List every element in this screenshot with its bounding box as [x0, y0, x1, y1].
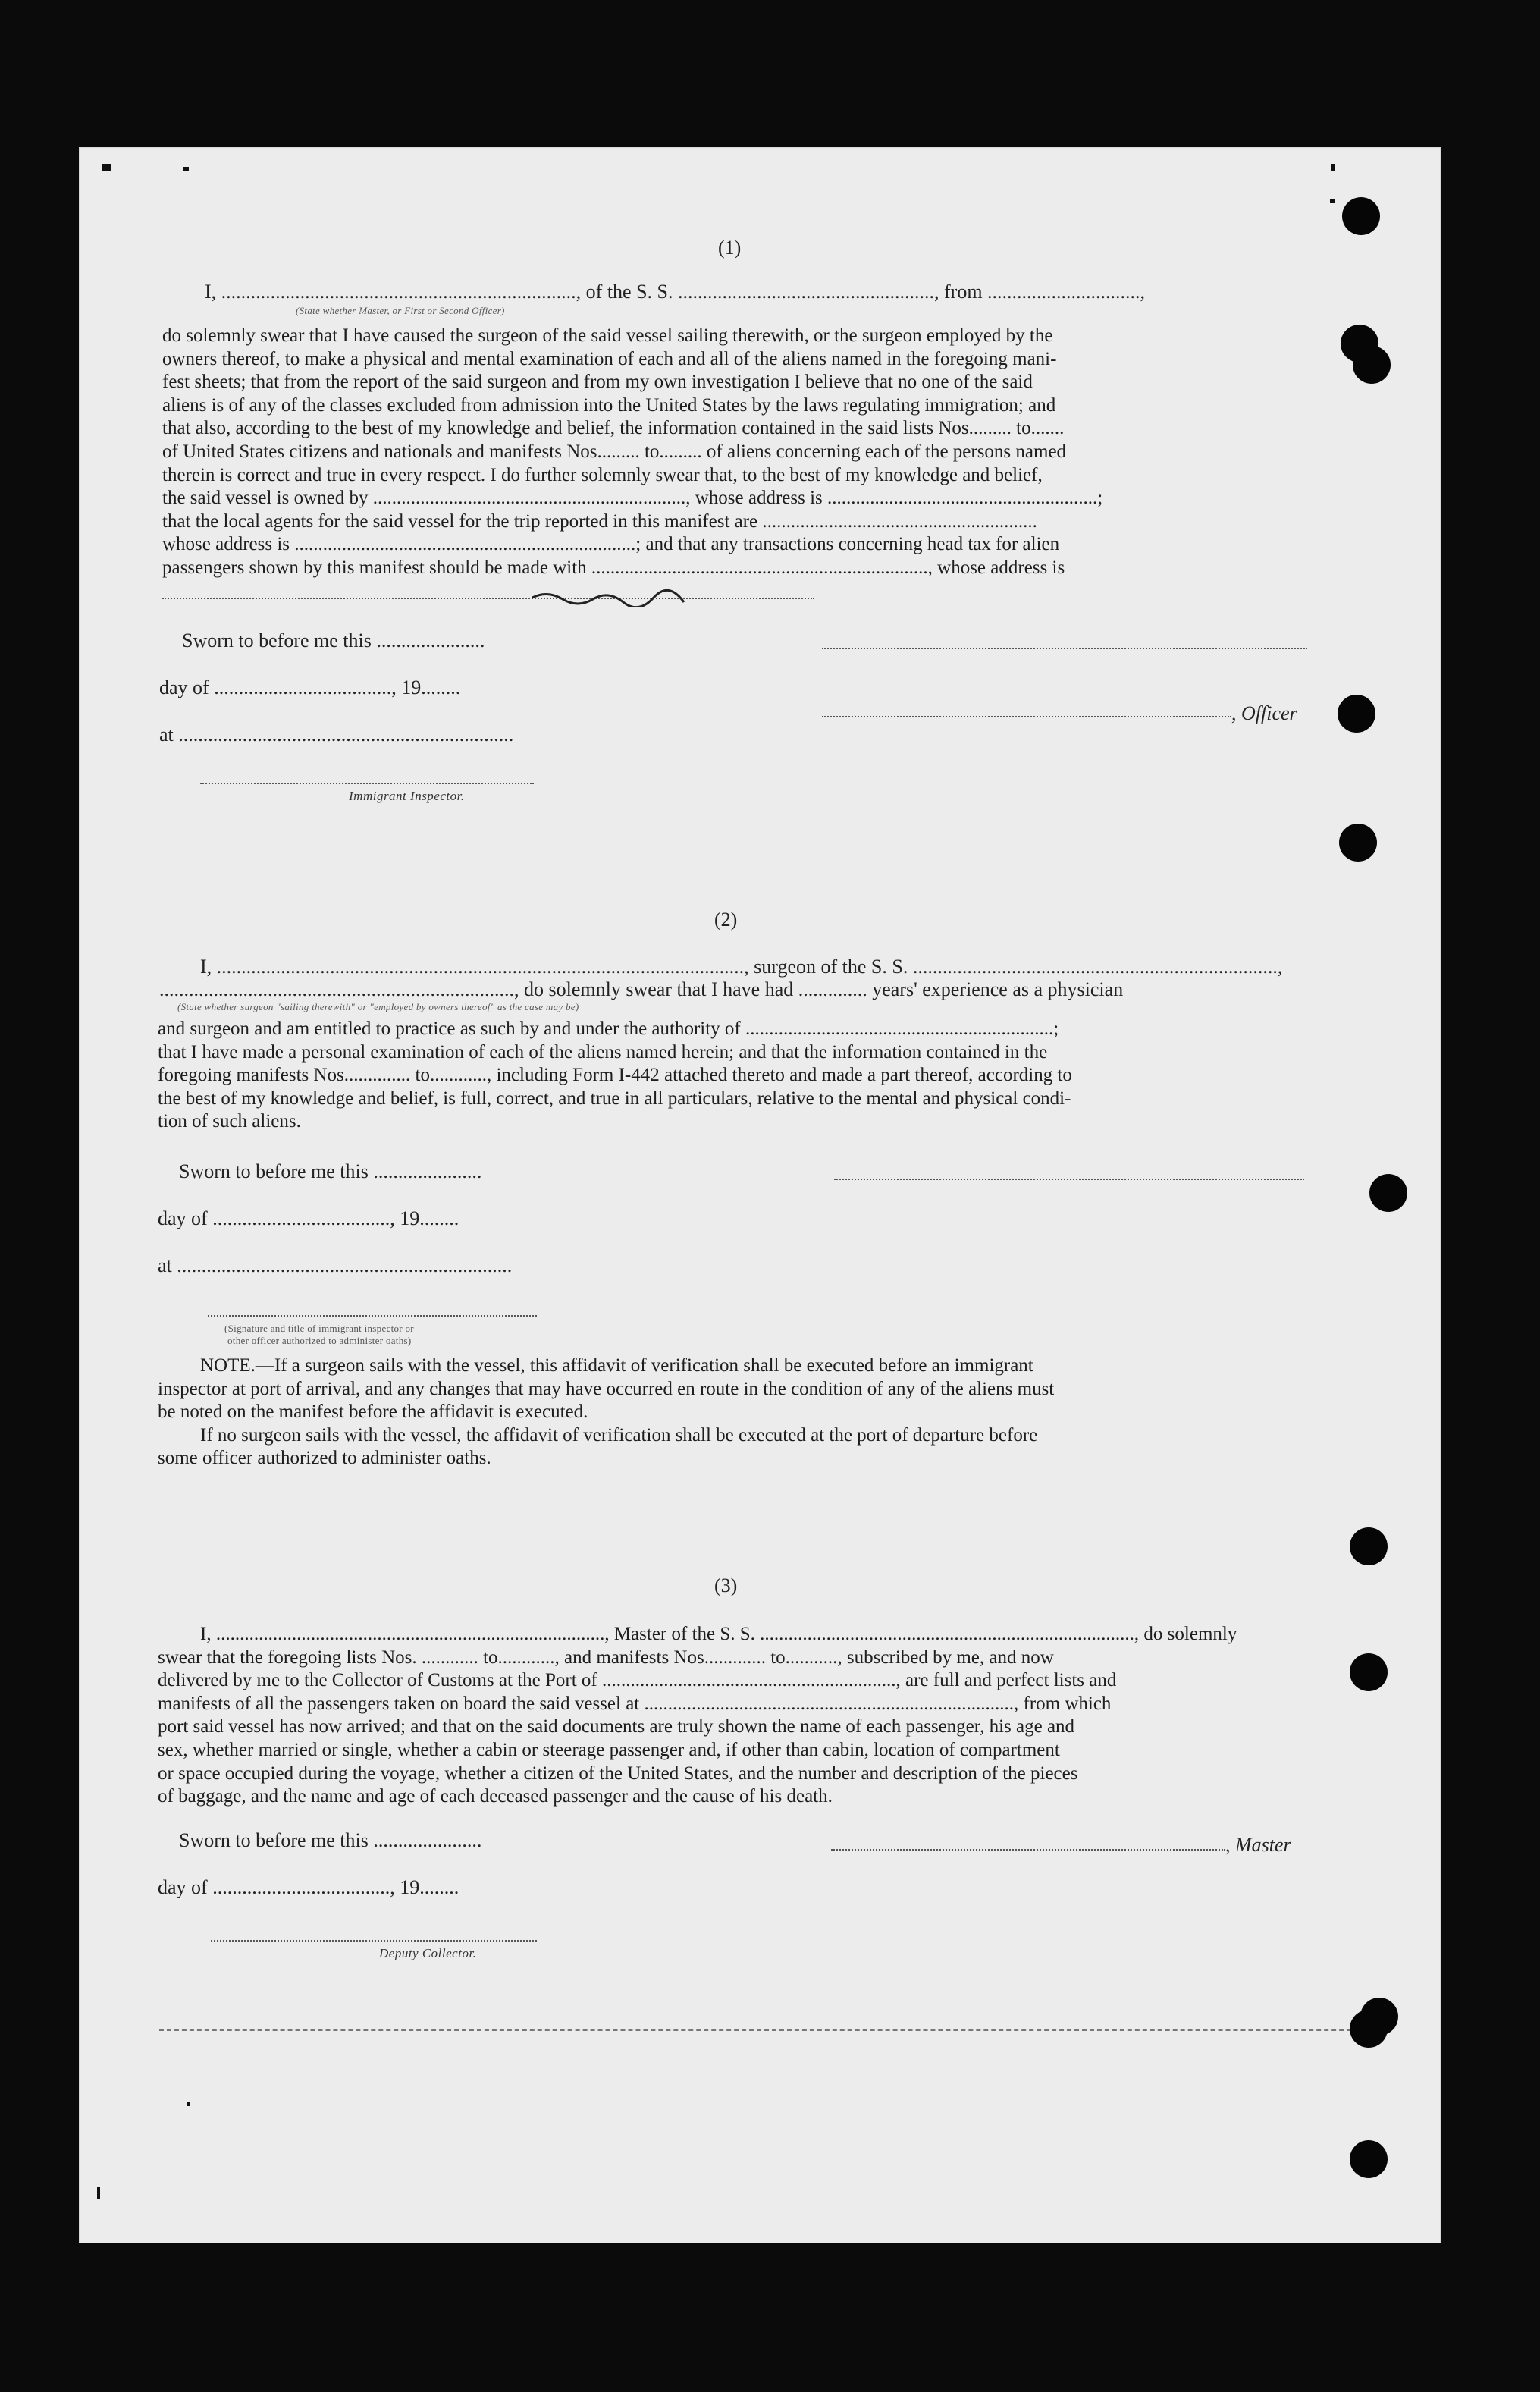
inspector-caption: Immigrant Inspector. [349, 789, 465, 803]
master-signature-line [831, 1849, 1225, 1851]
para-line: that the local agents for the said vessel for the trip reported in this manifest are .......................................................... [162, 510, 1037, 532]
punch-hole [1369, 1174, 1407, 1212]
section-1-sworn: Sworn to before me this ...................... [182, 629, 485, 651]
authorized-officer-signature-line [208, 1315, 537, 1317]
para-line: manifests of all the passengers taken on board the said vessel at .............................................................................., from which [158, 1693, 1112, 1714]
note-line: some officer authorized to administer oaths. [158, 1448, 491, 1469]
handwritten-mark [526, 589, 723, 607]
signature-caption-1: (Signature and title of immigrant inspector or [224, 1323, 414, 1334]
section-2-number: (2) [714, 909, 738, 931]
section-1-number: (1) [718, 237, 742, 259]
surgeon-note [158, 1355, 1394, 1471]
section-2-at: at .................................................................... [158, 1254, 513, 1276]
stray-mark [1330, 199, 1335, 203]
para-line: port said vessel has now arrived; and that on the said documents are truly shown the name of each passenger, his age and [158, 1716, 1075, 1737]
officer-label: , Officer [1231, 702, 1297, 724]
para-line: foregoing manifests Nos.............. to............, including Form I-442 attached thereto and made a part thereof, according to [158, 1065, 1072, 1086]
punch-hole [1350, 1527, 1388, 1565]
para-line: that I have made a personal examination of each of the aliens named herein; and that the information contained in the [158, 1041, 1048, 1063]
section-3-sworn: Sworn to before me this ...................... [179, 1829, 482, 1851]
para-line: that also, according to the best of my knowledge and belief, the information contained in the said lists Nos......... to....... [162, 418, 1065, 439]
para-line: sex, whether married or single, whether a cabin or steerage passenger and, if other than cabin, location of compartment [158, 1739, 1060, 1760]
para-line: of United States citizens and nationals and manifests Nos......... to......... of aliens concerning each of the persons named [162, 441, 1067, 462]
punch-hole [1360, 1998, 1398, 2036]
section-1-day-of: day of ...................................., 19........ [159, 676, 461, 698]
punch-hole [1350, 2140, 1388, 2178]
form-page [79, 147, 1441, 2243]
section-2-sworn: Sworn to before me this ...................... [179, 1160, 482, 1182]
punch-hole [1342, 197, 1380, 235]
master-label: , Master [1225, 1834, 1291, 1856]
section-3-number: (3) [714, 1574, 738, 1596]
note-line: NOTE.—If a surgeon sails with the vessel, this affidavit of verification shall be executed before an immigrant [200, 1355, 1033, 1376]
punch-hole [1338, 695, 1375, 733]
collector-signature-line [211, 1940, 537, 1942]
para-line: of baggage, and the name and age of each deceased passenger and the cause of his death. [158, 1786, 833, 1807]
stray-mark [187, 2102, 190, 2106]
para-line: the best of my knowledge and belief, is full, correct, and true in all particulars, relative to the mental and physical condi- [158, 1088, 1071, 1109]
section-3-day-of: day of ...................................., 19........ [158, 1876, 459, 1898]
inspector-signature-line [200, 783, 534, 784]
para-line: owners thereof, to make a physical and mental examination of each and all of the aliens named in the foregoing mani- [162, 348, 1057, 369]
para-line: swear that the foregoing lists Nos. ............ to............, and manifests Nos............. to..........., subscribed by me, and now [158, 1646, 1054, 1668]
surgeon-type-caption: (State whether surgeon "sailing therewith" or "employed by owners thereof" as the case may be) [177, 1001, 579, 1012]
section-2-paragraph [158, 1018, 1394, 1134]
para-line: fest sheets; that from the report of the said surgeon and from my own investigation I believe that no one of the said [162, 372, 1033, 393]
stray-mark [1331, 164, 1335, 171]
para-line: tion of such aliens. [158, 1111, 301, 1132]
section-1-oath-line: I, ........................................................................, of the S. S. ...................................................., from ..............................., [205, 281, 1146, 303]
note-line: inspector at port of arrival, and any changes that may have occurred en route in the condition of any of the aliens must [158, 1378, 1055, 1399]
punch-hole [1350, 1653, 1388, 1691]
section-2-oath-line: I, ..........................................................................................................., surgeon of the S. S. .........................................................................., [200, 956, 1283, 978]
stray-mark [97, 2187, 100, 2199]
para-line: or space occupied during the voyage, whether a citizen of the United States, and the number and description of the pieces [158, 1763, 1078, 1784]
para-line: passengers shown by this manifest should be made with ......................................................................., whose address is [162, 557, 1065, 578]
bottom-rule [159, 2029, 1389, 2031]
section-2-day-of: day of ...................................., 19........ [158, 1207, 459, 1229]
section-1-at: at .................................................................... [159, 724, 514, 746]
punch-hole [1353, 346, 1391, 384]
officer-signature-line [822, 716, 1231, 717]
para-line: do solemnly swear that I have caused the surgeon of the said vessel sailing therewith, or the surgeon employed by the [162, 325, 1053, 346]
section-1-paragraph [162, 325, 1391, 580]
para-line: and surgeon and am entitled to practice as such by and under the authority of .................................................................; [158, 1019, 1059, 1039]
punch-hole [1339, 824, 1377, 862]
officer-type-caption: (State whether Master, or First or Second Officer) [296, 305, 505, 316]
note-line: be noted on the manifest before the affidavit is executed. [158, 1402, 588, 1423]
section-3-paragraph [158, 1623, 1394, 1809]
stray-mark [102, 164, 111, 171]
para-line: delivered by me to the Collector of Customs at the Port of .............................................................., are full and perfect lists and [158, 1670, 1117, 1691]
surgeon-signature-line [834, 1179, 1304, 1180]
section-2-line-2: ........................................................................, do solemnly swear that I have had .............. years' experience as a physician [159, 978, 1124, 1000]
collector-caption: Deputy Collector. [379, 1946, 477, 1960]
para-line: whose address is ........................................................................; and that any transactions concerning head tax for alien [162, 534, 1060, 555]
para-line: aliens is of any of the classes excluded from admission into the United States by the laws regulating immigration; and [162, 394, 1056, 416]
signature-caption-2: other officer authorized to administer oaths) [227, 1335, 412, 1346]
note-line: If no surgeon sails with the vessel, the affidavit of verification shall be executed at the port of departure before [200, 1424, 1038, 1446]
para-line: therein is correct and true in every respect. I do further solemnly swear that, to the best of my knowledge and belief, [162, 464, 1043, 485]
signature-line-top [822, 648, 1307, 649]
stray-mark [183, 167, 189, 171]
para-line: the said vessel is owned by .................................................................., whose address is .........................................................; [162, 488, 1103, 509]
para-line: I, .................................................................................., Master of the S. S. ..............................................................................., do solemnly [200, 1624, 1237, 1644]
